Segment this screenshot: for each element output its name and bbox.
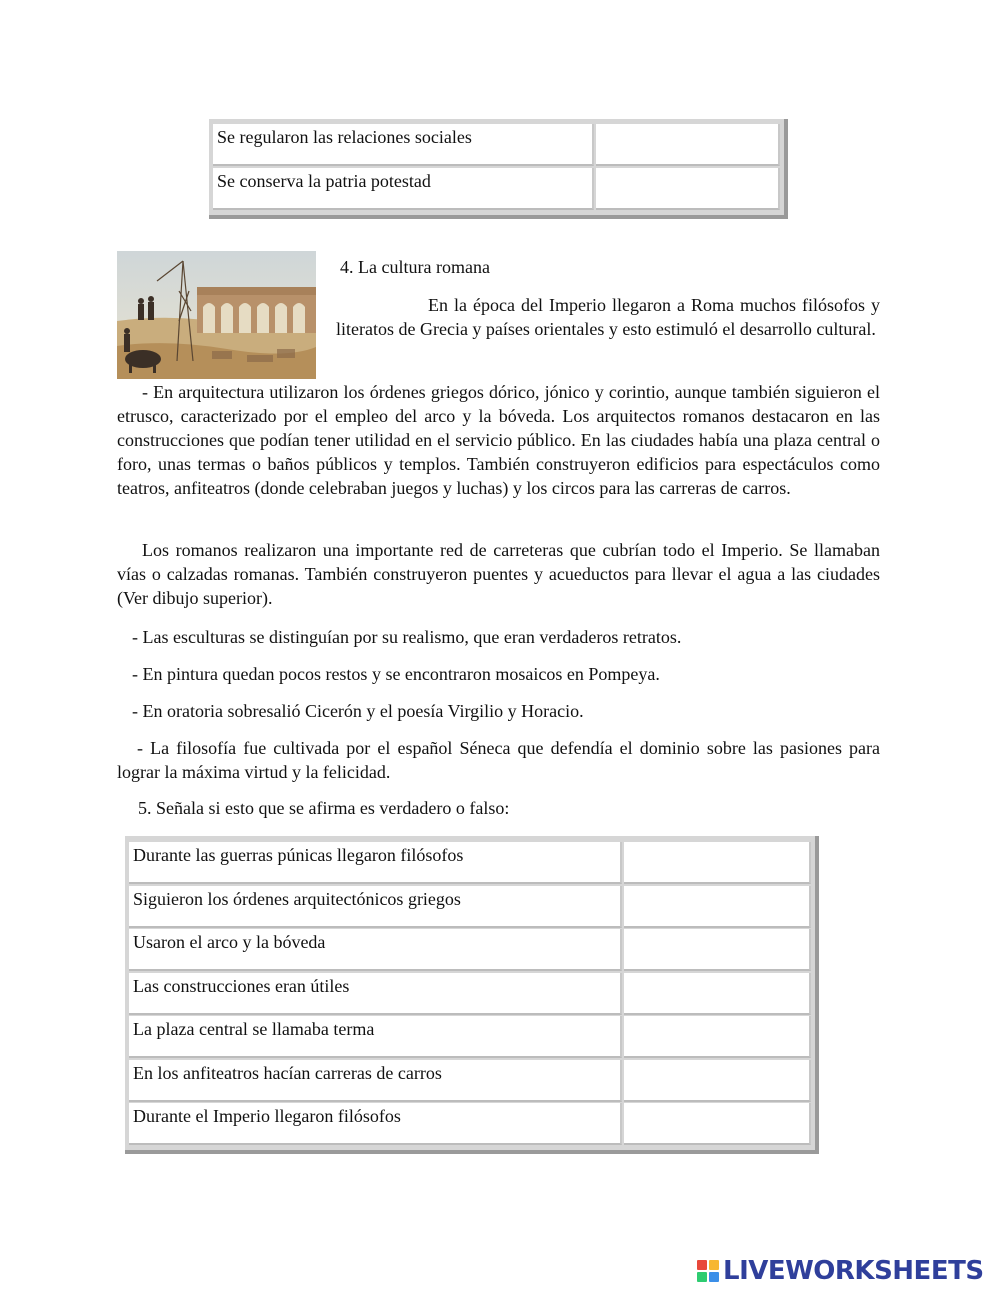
answer-field[interactable] bbox=[624, 1060, 811, 1102]
philosophy-paragraph: - La filosofía fue cultivada por el español Séneca que defendía el dominio sobre las pasiones para lograr la máxima virtud y la felicidad. bbox=[117, 738, 880, 782]
statement-cell: Siguieron los órdenes arquitectónicos griegos bbox=[129, 886, 622, 928]
answer-field[interactable] bbox=[596, 168, 780, 210]
table-row bbox=[129, 1103, 811, 1145]
liveworksheets-logo bbox=[697, 1255, 984, 1287]
painting-paragraph: - En pintura quedan pocos restos y se encontraron mosaicos en Pompeya. bbox=[132, 664, 660, 684]
true-false-table bbox=[125, 836, 819, 1154]
statement-cell: Durante el Imperio llegaron filósofos bbox=[129, 1103, 622, 1145]
table-row bbox=[129, 929, 811, 971]
table-row bbox=[213, 168, 780, 210]
top-answer-table bbox=[209, 119, 788, 219]
answer-field[interactable] bbox=[596, 124, 780, 166]
statement-cell: Las construcciones eran útiles bbox=[129, 973, 622, 1015]
section-heading: 4. La cultura romana bbox=[340, 257, 490, 277]
table-row bbox=[129, 842, 811, 884]
logo-text: LIVEWORKSHEETS bbox=[723, 1256, 984, 1286]
table-row bbox=[213, 124, 780, 166]
answer-field[interactable] bbox=[624, 886, 811, 928]
answer-field[interactable] bbox=[624, 1016, 811, 1058]
table-row bbox=[129, 886, 811, 928]
sculpture-paragraph: - Las esculturas se distinguían por su realismo, que eran verdaderos retratos. bbox=[132, 627, 682, 647]
roman-aqueduct-icon bbox=[117, 251, 316, 379]
intro-paragraph: En la época del Imperio llegaron a Roma muchos filósofos y literatos de Grecia y países orientales y esto estimuló el desarrollo cultural. bbox=[336, 295, 880, 339]
table-row bbox=[129, 973, 811, 1015]
statement-cell: En los anfiteatros hacían carreras de carros bbox=[129, 1060, 622, 1102]
architecture-paragraph: - En arquitectura utilizaron los órdenes griegos dórico, jónico y corintio, aunque también siguieron el etrusco, caracterizado por el empleo del arco y la bóveda. Los arquitectos romanos destacaron en las construcciones que podían tener utilidad en el servicio público. En las ciudades había una plaza central o foro, unas termas o baños públicos y templos. También construyeron edificios para espectáculos como teatros, anfiteatros (donde celebraban juegos y luchas) y los circos para las carreras de carros. bbox=[117, 382, 880, 498]
answer-field[interactable] bbox=[624, 973, 811, 1015]
answer-field[interactable] bbox=[624, 929, 811, 971]
answer-field[interactable] bbox=[624, 842, 811, 884]
table-row bbox=[129, 1060, 811, 1102]
answer-field[interactable] bbox=[624, 1103, 811, 1145]
aqueduct-illustration bbox=[117, 251, 316, 379]
statement-cell: La plaza central se llamaba terma bbox=[129, 1016, 622, 1058]
statement-cell: Se conserva la patria potestad bbox=[213, 168, 594, 210]
statement-cell: Se regularon las relaciones sociales bbox=[213, 124, 594, 166]
table-row bbox=[129, 1016, 811, 1058]
logo-blocks-icon bbox=[697, 1260, 719, 1282]
statement-cell: Durante las guerras púnicas llegaron filósofos bbox=[129, 842, 622, 884]
roads-paragraph: Los romanos realizaron una importante red de carreteras que cubrían todo el Imperio. Se llamaban vías o calzadas romanas. También construyeron puentes y acueductos para llevar el agua a las ciudades (Ver dibujo superior). bbox=[117, 540, 880, 608]
oratory-paragraph: - En oratoria sobresalió Cicerón y el poesía Virgilio y Horacio. bbox=[132, 701, 584, 721]
statement-cell: Usaron el arco y la bóveda bbox=[129, 929, 622, 971]
question-5-prompt: 5. Señala si esto que se afirma es verdadero o falso: bbox=[138, 798, 510, 818]
